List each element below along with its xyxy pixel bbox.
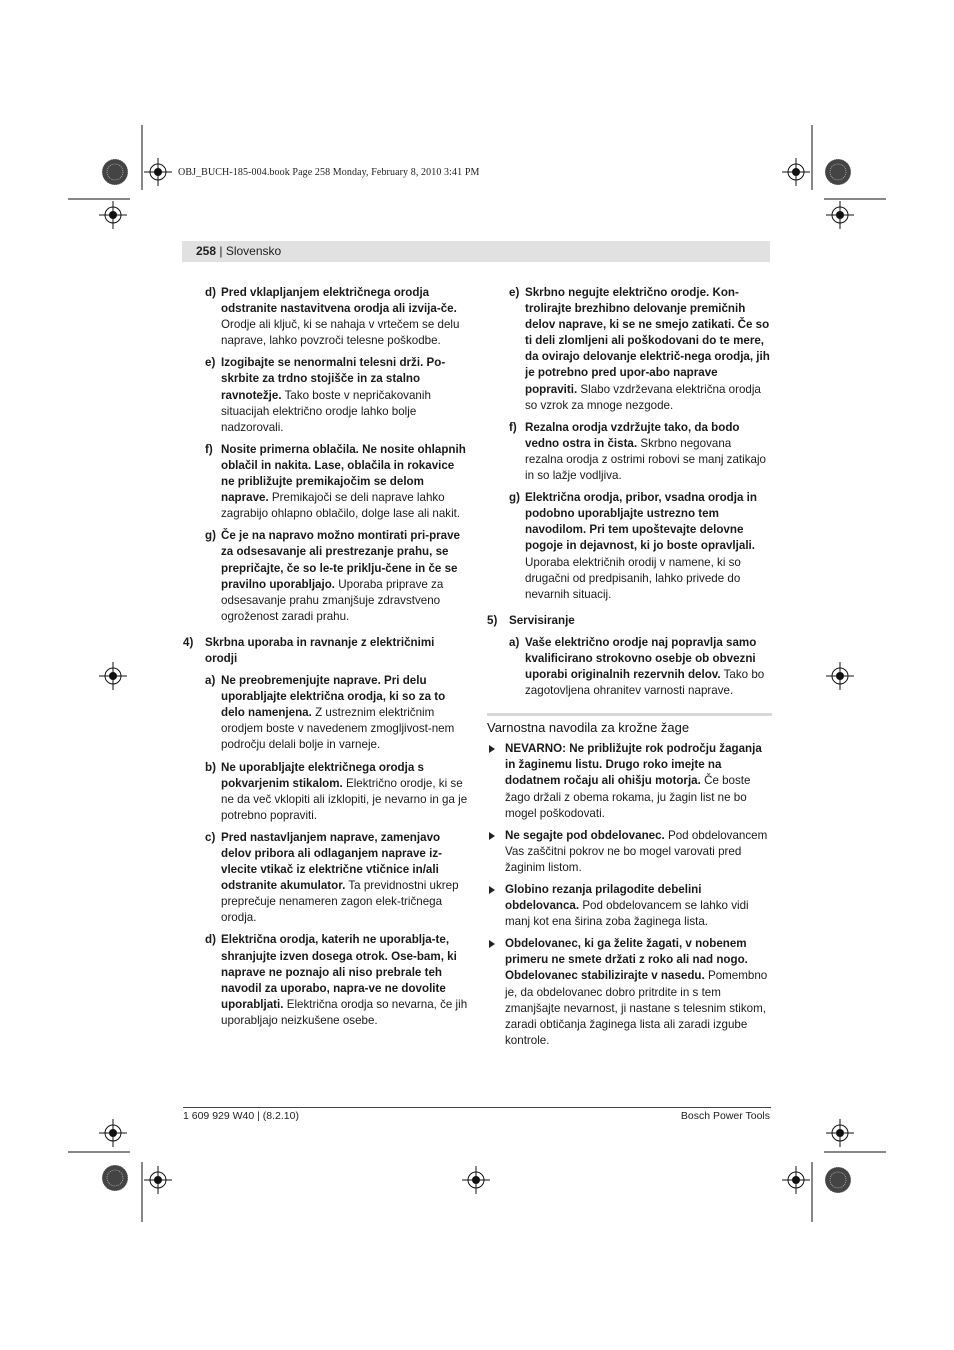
footer-brand: Bosch Power Tools bbox=[680, 1110, 770, 1122]
item-text: Ta previdnostni ukrep preprečuje nenameren zagon elek-tričnega orodja. bbox=[221, 879, 459, 925]
crosshair-icon bbox=[99, 201, 127, 229]
item-bold-text: Izogibajte se nenormalni telesni drži. Po-skrbite za trdno stojišče in za stalno ravnotežje. bbox=[221, 356, 446, 402]
crosshair-icon bbox=[99, 662, 127, 690]
triangle-bullet-icon bbox=[489, 832, 495, 840]
item-text: Z ustreznim električnim orodjem boste v navedenem zmogljivost-nem področju delali bolje in varneje. bbox=[221, 706, 455, 752]
item-text: Orodje ali ključ, ki se nahaja v vrtečem se delu naprave, lahko povzroči telesne poškodbe. bbox=[221, 318, 460, 348]
footer-doc-number: 1 609 929 W40 | (8.2.10) bbox=[183, 1110, 299, 1122]
list-item bbox=[487, 420, 772, 484]
item-text: Električna orodja so nevarna, če jih uporabljajo neizkušene osebe. bbox=[221, 997, 468, 1027]
bullet-item bbox=[487, 882, 772, 930]
item-bold-text: Skrbno negujte električno orodje. Kon-trolirajte brezhibno delovanje premičnih delov naprave, ki se ne smejo zatikati. Če so ti deli zlomljeni ali poškodovani do te mere, da ovirajo delovanje električ-nega orodja, jih je potrebno pred upor-abo naprave popraviti. bbox=[525, 286, 770, 396]
list-item bbox=[183, 830, 469, 927]
section-title: Skrbna uporaba in ravnanje z električnimi orodji bbox=[205, 635, 435, 665]
item-bold-text: Če je na napravo možno montirati pri-prave za odsesavanje ali prestrezanje prahu, se prepričajte, če so le-te priklju-čene in če se pravilno uporabljajo. bbox=[221, 529, 461, 591]
section-heading bbox=[487, 613, 772, 629]
crosshair-icon bbox=[99, 1119, 127, 1147]
bullet-bold-text: NEVARNO: Ne približujte rok področju žaganja in žaginemu listu. Drugo roko imejte na dodatnem ročaju ali ohišju motorja. bbox=[505, 742, 762, 788]
print-info: OBJ_BUCH-185-004.book Page 258 Monday, February 8, 2010 3:41 PM bbox=[178, 167, 480, 178]
item-bold-text: Nosite primerna oblačila. Ne nosite ohlapnih oblačil in nakita. Lase, oblačila in rokavice ne približujte premikajočim se delom naprave. bbox=[221, 442, 466, 505]
bullet-bold-text: Globino rezanja prilagodite debelini obdelovanca. bbox=[505, 883, 702, 913]
item-bold-text: Pred nastavljanjem naprave, zamenjavo delov pribora ali odlaganjem naprave iz-vlecite vtikač iz električne vtičnice in/ali odstranite akumulator. bbox=[221, 830, 442, 893]
bullet-text: Pod obdelovancem se lahko vidi manj kot ena širina zoba žaginega lista. bbox=[505, 899, 749, 929]
bullet-text: Če boste žago držali z obema rokama, ju žagin list ne bo mogel poškodovati. bbox=[505, 774, 751, 820]
list-item bbox=[183, 760, 469, 824]
bullet-item bbox=[487, 741, 772, 821]
section-heading bbox=[183, 635, 469, 667]
list-item bbox=[183, 673, 469, 753]
subheading: Varnostna navodila za krožne žage bbox=[487, 713, 772, 737]
crosshair-icon bbox=[826, 662, 854, 690]
bullet-text: Pod obdelovancem Vas zaščitni pokrov ne bo mogel varovati pred žaginim listom. bbox=[505, 828, 768, 874]
list-item bbox=[183, 442, 469, 522]
bullet-bold-text: Obdelovanec, ki ga želite žagati, v nobenem primeru ne smete držati z roko ali nad nogo. Obdelovanec stabilizirajte v nasedu. bbox=[505, 937, 748, 983]
triangle-bullet-icon bbox=[489, 886, 495, 894]
list-item bbox=[183, 285, 469, 349]
item-text: Premikajoči se deli naprave lahko zagrabijo ohlapno oblačilo, dolge lase ali nakit. bbox=[221, 491, 461, 521]
item-label: d) bbox=[205, 286, 216, 299]
item-text: Električno orodje, ki se ne da več vklopiti ali izklopiti, je nevarno in ga je potrebno popraviti. bbox=[221, 776, 468, 822]
list-item bbox=[183, 528, 469, 625]
item-bold-text: Vaše električno orodje naj popravlja samo kvalificirano strokovno osebje ob obvezni uporabi originalnih rezervnih delov. bbox=[525, 635, 757, 682]
item-bold-text: Električna orodja, pribor, vsadna orodja in podobno uporabljajte ustrezno tem navodilom. Pri tem upoštevajte delovne pogoje in dejavnost, ki jo boste opravljali. bbox=[525, 491, 757, 553]
header-language: Slovensko bbox=[225, 244, 282, 258]
right-column bbox=[487, 285, 772, 1055]
item-bold-text: Rezalna orodja vzdržujte tako, da bodo vedno ostra in čista. bbox=[525, 420, 740, 450]
triangle-bullet-icon bbox=[489, 940, 495, 948]
crosshair-icon bbox=[782, 1166, 810, 1194]
item-label: f) bbox=[509, 420, 517, 434]
item-text: Tako bo zagotovljena ohranitev varnosti naprave. bbox=[525, 668, 765, 698]
sunburst-mark-icon bbox=[102, 1165, 128, 1191]
bullet-text: Pomembno je, da obdelovanec dobro pritrdite in s tem zmanjšajte nevarnost, ji nastane s telesnim stikom, zaradi obtičanja žaginega lista ali zaradi izgube kontrole. bbox=[505, 969, 768, 1047]
crosshair-icon bbox=[462, 1166, 490, 1194]
crosshair-icon bbox=[144, 1166, 172, 1194]
item-label: c) bbox=[205, 830, 216, 844]
sunburst-mark-icon bbox=[825, 1167, 851, 1193]
item-bold-text: Ne uporabljajte električnega orodja s pokvarjenim stikalom. bbox=[221, 760, 424, 790]
triangle-bullet-icon bbox=[489, 745, 495, 753]
item-text: Skrbno negovana rezalna orodja z ostrimi robovi se manj zatikajo in so lažje vodljiva. bbox=[525, 436, 766, 483]
list-item bbox=[487, 490, 772, 603]
sunburst-mark-icon bbox=[825, 159, 851, 185]
page-header bbox=[196, 244, 281, 258]
item-bold-text: Pred vklapljanjem električnega orodja odstranite nastavitvena orodja ali izvija-če. bbox=[221, 286, 457, 316]
item-label: g) bbox=[205, 529, 216, 543]
item-label: a) bbox=[509, 635, 520, 649]
item-text: Uporaba električnih orodij v namene, ki so drugačni od predpisanih, lahko privede do nevarnih situacij. bbox=[525, 555, 741, 601]
item-label: e) bbox=[509, 286, 520, 299]
section-number: 4) bbox=[183, 635, 194, 649]
item-text: Slabo vzdrževana električna orodja so vzrok za mnoge nezgode. bbox=[525, 382, 761, 412]
item-label: f) bbox=[205, 442, 213, 456]
item-label: b) bbox=[205, 760, 216, 774]
bullet-bold-text: Ne segajte pod obdelovanec. bbox=[505, 828, 665, 842]
item-label: d) bbox=[205, 933, 216, 947]
crosshair-icon bbox=[826, 1119, 854, 1147]
page-number: 258 bbox=[196, 244, 217, 258]
section-number: 5) bbox=[487, 613, 498, 627]
item-label: a) bbox=[205, 674, 216, 688]
left-column bbox=[183, 285, 469, 1035]
list-item bbox=[183, 355, 469, 435]
item-label: g) bbox=[509, 491, 520, 505]
footer-divider bbox=[183, 1107, 771, 1108]
item-bold-text: Ne preobremenjujte naprave. Pri delu uporabljajte električna orodja, ki so za to delo namenjena. bbox=[221, 674, 446, 720]
item-bold-text: Električna orodja, katerih ne uporablja-te, shranjujte izven dosega otrok. Ose-bam, ki naprave ne poznajo ali niso prebrale teh navodil za uporabo, napra-ve ne dovolite uporabljati. bbox=[221, 933, 457, 1011]
item-text: Tako boste v nepričakovanih situacijah električno orodje lahko bolje nadzorovali. bbox=[221, 388, 431, 434]
crosshair-icon bbox=[782, 158, 810, 186]
bullet-item bbox=[487, 936, 772, 1049]
list-item bbox=[183, 932, 469, 1029]
item-text: Uporaba priprave za odsesavanje prahu zmanjšuje zdravstveno ogroženost zaradi prahu. bbox=[221, 577, 444, 623]
list-item bbox=[487, 635, 772, 699]
section-title: Servisiranje bbox=[509, 613, 575, 627]
list-item bbox=[487, 285, 772, 414]
item-label: e) bbox=[205, 356, 216, 370]
bullet-item bbox=[487, 828, 772, 876]
crosshair-icon bbox=[826, 201, 854, 229]
header-separator: | bbox=[216, 244, 226, 258]
crosshair-icon bbox=[144, 158, 172, 186]
sunburst-mark-icon bbox=[102, 159, 128, 185]
